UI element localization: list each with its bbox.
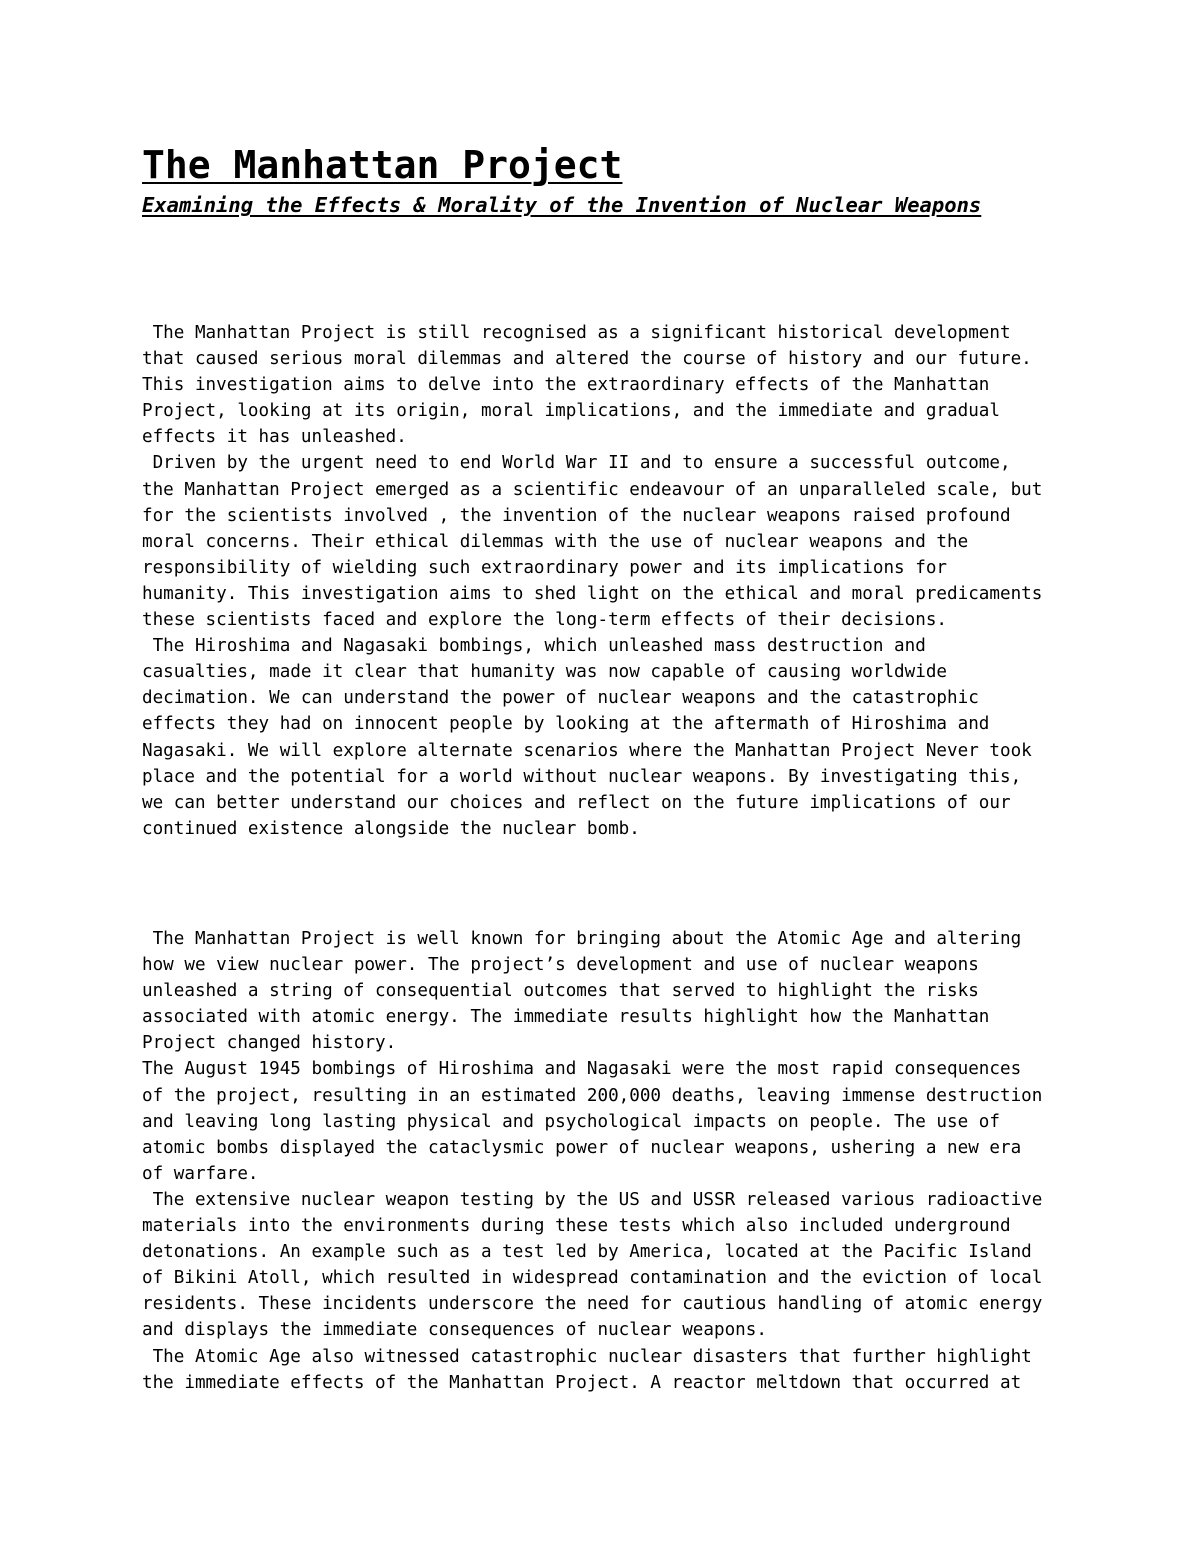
text-line: and leaving long lasting physical and psychological impacts on people. The use of	[142, 1111, 1000, 1132]
text-line: The extensive nuclear weapon testing by the US and USSR released various radioactive	[142, 1189, 1043, 1210]
text-line: effects they had on innocent people by looking at the aftermath of Hiroshima and	[142, 714, 990, 735]
text-line: moral concerns. Their ethical dilemmas with the use of nuclear weapons and the	[142, 531, 969, 552]
text-line: decimation. We can understand the power of nuclear weapons and the catastrophic	[142, 688, 979, 709]
text-line: The Manhattan Project is still recognised as a significant historical development	[142, 323, 1011, 343]
text-line: that caused serious moral dilemmas and altered the course of history and our future.	[142, 349, 1032, 370]
text-line: The Manhattan Project is well known for bringing about the Atomic Age and altering	[142, 929, 1022, 949]
text-line: we can better understand our choices and reflect on the future implications of our	[142, 792, 1011, 813]
text-line: of Bikini Atoll, which resulted in widespread contamination and the eviction of local	[142, 1268, 1043, 1289]
text-line: unleashed a string of consequential outcomes that served to highlight the risks	[142, 981, 979, 1002]
introduction-section	[142, 320, 1072, 842]
text-line: responsibility of wielding such extraordinary power and its implications for	[142, 557, 948, 578]
text-line: the immediate effects of the Manhattan Project. A reactor meltdown that occurred at	[142, 1372, 1022, 1393]
immediate-effects-section	[142, 926, 1072, 1396]
text-line: of the project, resulting in an estimated 200,000 deaths, leaving immense destruction	[142, 1085, 1043, 1106]
text-line: associated with atomic energy. The immediate results highlight how the Manhattan	[142, 1007, 990, 1028]
text-line: the Manhattan Project emerged as a scientific endeavour of an unparalleled scale, but	[142, 479, 1043, 500]
text-line: residents. These incidents underscore the need for cautious handling of atomic energy	[142, 1294, 1043, 1315]
text-line: continued existence alongside the nuclear bomb.	[142, 818, 640, 839]
text-line: The August 1945 bombings of Hiroshima and Nagasaki were the most rapid consequences	[142, 1059, 1022, 1080]
text-line: Driven by the urgent need to end World War II and to ensure a successful outcome,	[142, 453, 1011, 474]
text-line: for the scientists involved , the invention of the nuclear weapons raised profound	[142, 505, 1011, 526]
document-title: The Manhattan Project	[142, 143, 623, 187]
text-line: detonations. An example such as a test led by America, located at the Pacific Island	[142, 1242, 1032, 1263]
text-line: The Hiroshima and Nagasaki bombings, which unleashed mass destruction and	[142, 636, 926, 657]
text-line: casualties, made it clear that humanity was now capable of causing worldwide	[142, 662, 948, 683]
text-line: Project, looking at its origin, moral implications, and the immediate and gradual	[142, 401, 1000, 422]
text-line: these scientists faced and explore the long-term effects of their decisions.	[142, 610, 948, 631]
text-line: Project changed history.	[142, 1033, 397, 1054]
text-line: The Atomic Age also witnessed catastrophic nuclear disasters that further highlight	[142, 1346, 1032, 1367]
text-line: and displays the immediate consequences of nuclear weapons.	[142, 1320, 767, 1341]
text-line: atomic bombs displayed the cataclysmic power of nuclear weapons, ushering a new era	[142, 1137, 1022, 1158]
document-page	[142, 140, 1072, 1393]
text-line: Nagasaki. We will explore alternate scenarios where the Manhattan Project Never took	[142, 740, 1032, 761]
text-line: materials into the environments during these tests which also included underground	[142, 1216, 1011, 1237]
document-subtitle: Examining the Effects & Morality of the Invention of Nuclear Weapons	[142, 193, 982, 217]
text-line: humanity. This investigation aims to shed light on the ethical and moral predicaments	[142, 583, 1043, 604]
text-line: effects it has unleashed.	[142, 427, 407, 448]
text-line: of warfare.	[142, 1163, 259, 1184]
text-line: This investigation aims to delve into the extraordinary effects of the Manhattan	[142, 375, 990, 396]
text-line: how we view nuclear power. The project’s development and use of nuclear weapons	[142, 955, 979, 976]
text-line: place and the potential for a world without nuclear weapons. By investigating this,	[142, 766, 1022, 787]
